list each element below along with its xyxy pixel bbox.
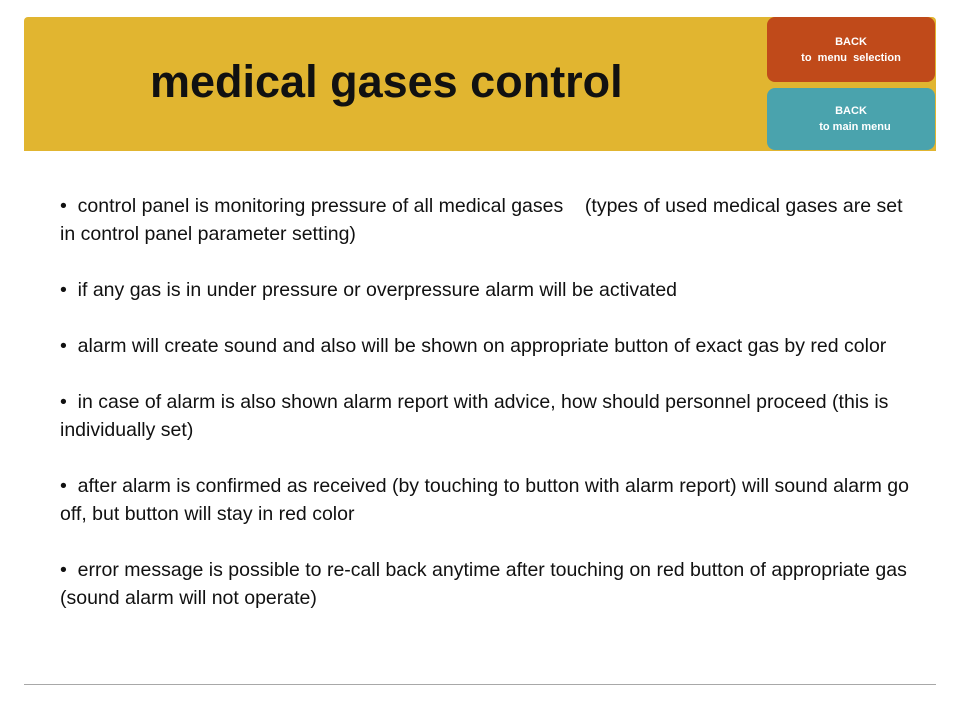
bullet-dot: • (60, 559, 67, 581)
back-to-main-menu-label: BACK (835, 105, 867, 117)
back-to-main-menu-button[interactable] (767, 88, 935, 150)
bullet-dot: • (60, 391, 67, 413)
list-item (60, 556, 920, 612)
list-item (60, 472, 920, 528)
bullet-dot: • (60, 475, 67, 497)
bullet-dot: • (60, 195, 67, 217)
bullet-list (60, 192, 920, 640)
back-to-menu-selection-button[interactable] (767, 17, 935, 82)
list-item (60, 192, 920, 248)
bullet-dot: • (60, 335, 67, 357)
list-item-text: after alarm is confirmed as received (by touching to button with alarm report) will sound alarm go off, but button will stay in red color (60, 475, 909, 525)
list-item-text: if any gas is in under pressure or overpressure alarm will be activated (77, 279, 678, 301)
footer-divider (24, 684, 936, 685)
back-to-menu-selection-label: BACK (835, 35, 867, 48)
page-title: medical gases control (150, 56, 623, 107)
list-item (60, 388, 920, 444)
list-item (60, 276, 920, 304)
back-to-main-menu-sublabel: to main menu (819, 121, 891, 133)
list-item-text: error message is possible to re-call back anytime after touching on red button of appropriate gas (sound alarm will not operate) (60, 559, 907, 609)
list-item-text: in case of alarm is also shown alarm report with advice, how should personnel proceed (this is individually set) (60, 391, 889, 441)
list-item-text: alarm will create sound and also will be shown on appropriate button of exact gas by red color (77, 335, 887, 357)
bullet-dot: • (60, 279, 67, 301)
back-to-menu-selection-sublabel: to menu selection (801, 51, 901, 64)
list-item-text: control panel is monitoring pressure of all medical gases (types of used medical gases are set in control panel parameter setting) (60, 195, 908, 245)
list-item (60, 332, 920, 360)
